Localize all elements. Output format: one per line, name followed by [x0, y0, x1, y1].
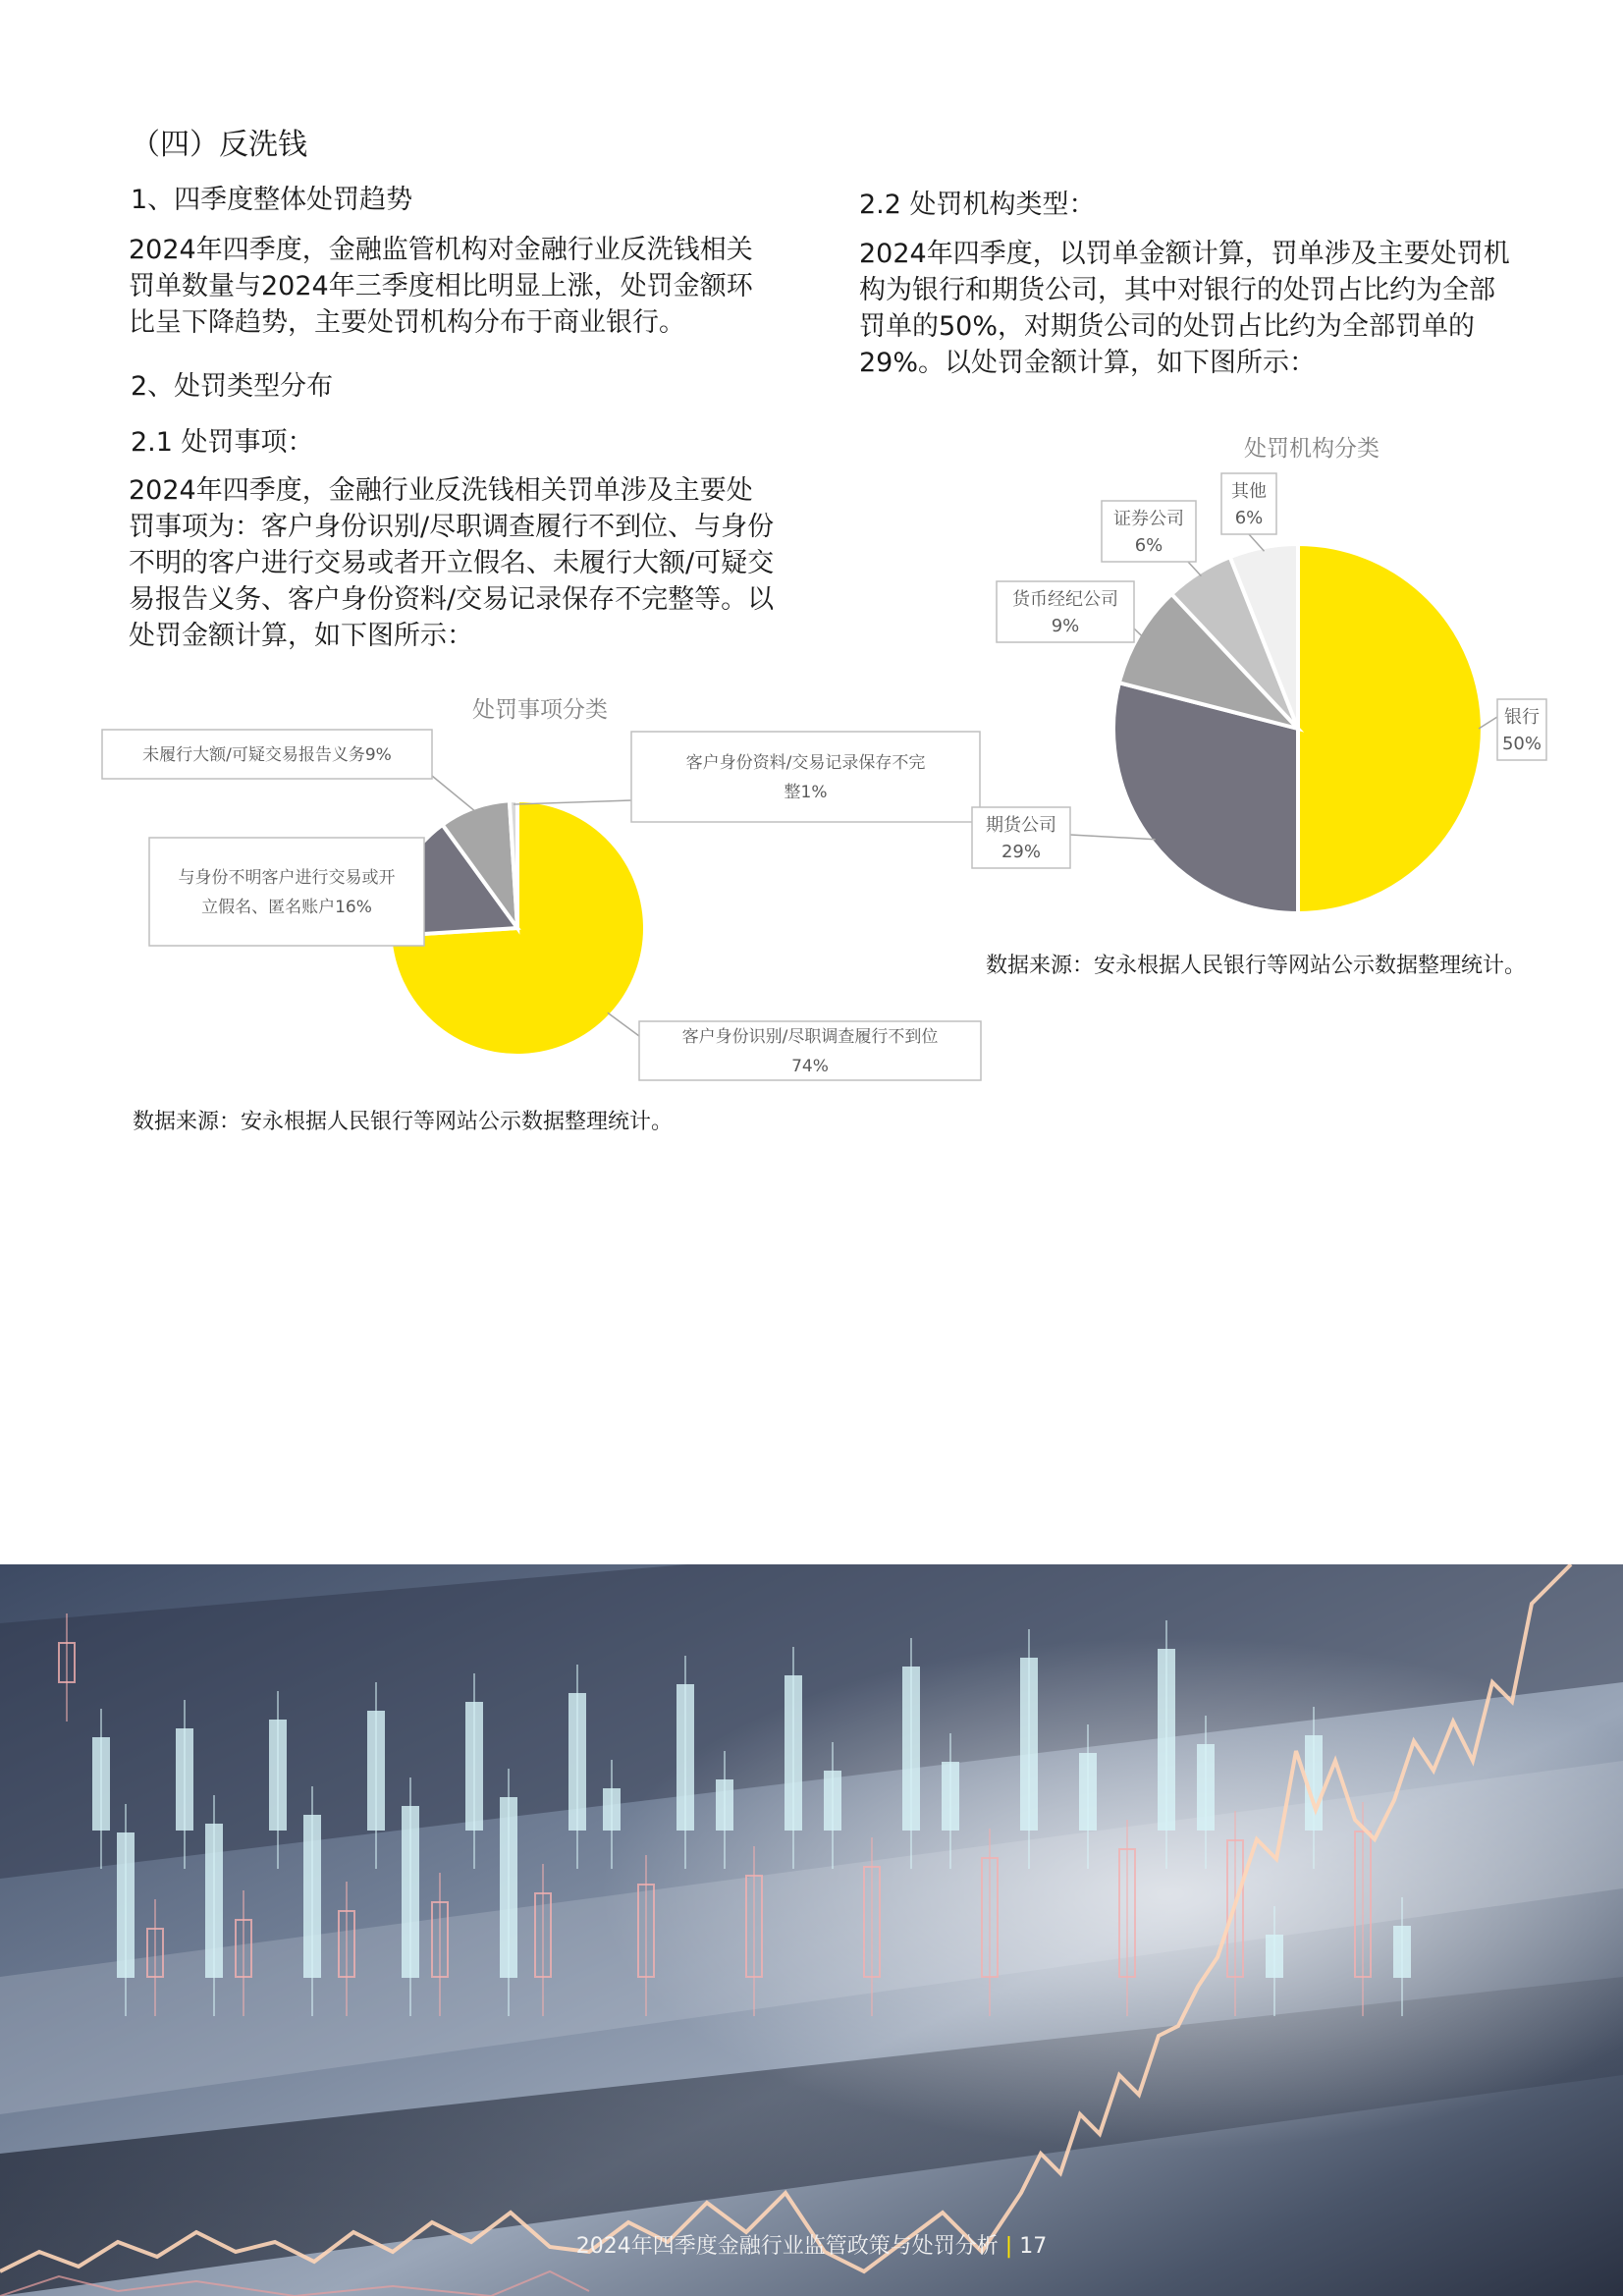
label-leader-line: [432, 776, 475, 811]
data-label: 客户身份识别/尽职调查履行不到位: [681, 1027, 939, 1048]
data-label: 期货公司: [986, 814, 1056, 836]
data-label: 整1%: [784, 783, 828, 803]
data-label-box: [149, 838, 424, 946]
data-label: 74%: [791, 1057, 829, 1077]
data-label-box: [631, 732, 980, 822]
data-label: 未履行大额/可疑交易报告义务9%: [142, 745, 392, 766]
section-title: （四）反洗钱: [131, 128, 307, 162]
data-label: 立假名、匿名账户16%: [201, 898, 372, 918]
footer-title: 2024年四季度金融行业监管政策与处罚分析: [575, 2234, 999, 2259]
heading-overall-trend: 1、四季度整体处罚趋势: [131, 185, 413, 215]
pie-slice: [1298, 544, 1483, 913]
page-number: 17: [1019, 2234, 1048, 2259]
data-label: 与身份不明客户进行交易或开: [178, 868, 396, 889]
data-label: 9%: [1051, 615, 1080, 636]
data-label: 6%: [1134, 534, 1163, 556]
data-source-right: 数据来源：安永根据人民银行等网站公示数据整理统计。: [986, 954, 1527, 978]
data-label: 银行: [1504, 706, 1540, 728]
label-leader-line: [1070, 835, 1156, 840]
pie-chart-penalty-items: [88, 683, 992, 1095]
chart-title: 处罚机构分类: [1244, 436, 1380, 462]
heading-type-distribution: 2、处罚类型分布: [131, 371, 334, 402]
chart-title: 处罚事项分类: [472, 697, 608, 723]
data-label: 货币经纪公司: [1012, 588, 1118, 610]
pie-chart-institution-types: [962, 422, 1571, 933]
data-label: 6%: [1234, 507, 1264, 528]
paragraph-institution-types: 2024年四季度，以罚单金额计算，罚单涉及主要处罚机构为银行和期货公司，其中对银行的处罚占比约为全部罚单的50%，对期货公司的处罚占比约为全部罚单的29%。以处罚金额计算，如下图所示：: [859, 239, 1510, 378]
paragraph-penalty-items: 2024年四季度，金融行业反洗钱相关罚单涉及主要处罚事项为：客户身份识别/尽职调查履行不到位、与身份不明的客户进行交易或者开立假名、未履行大额/可疑交易报告义务、客户身份资料/交易记录保存不完整等。以处罚金额计算，如下图所示：: [129, 475, 775, 651]
data-label: 证券公司: [1113, 508, 1184, 529]
data-source-left: 数据来源：安永根据人民银行等网站公示数据整理统计。: [133, 1110, 674, 1134]
data-label: 客户身份资料/交易记录保存不完: [685, 753, 926, 774]
data-label: 29%: [1001, 841, 1042, 862]
stock-chart-background-image: [0, 1564, 1623, 2296]
data-label: 其他: [1231, 480, 1267, 502]
paragraph-overall-trend: 2024年四季度，金融监管机构对金融行业反洗钱相关罚单数量与2024年三季度相比明显上涨，处罚金额环比呈下降趋势，主要处罚机构分布于商业银行。: [129, 235, 753, 338]
page-footer: [0, 2229, 1623, 2260]
heading-penalty-items: 2.1 处罚事项：: [131, 427, 314, 458]
data-label: 50%: [1501, 733, 1542, 754]
label-leader-line: [608, 1012, 639, 1036]
footer-separator: |: [1004, 2234, 1013, 2259]
heading-institution-types: 2.2 处罚机构类型：: [859, 190, 1096, 220]
